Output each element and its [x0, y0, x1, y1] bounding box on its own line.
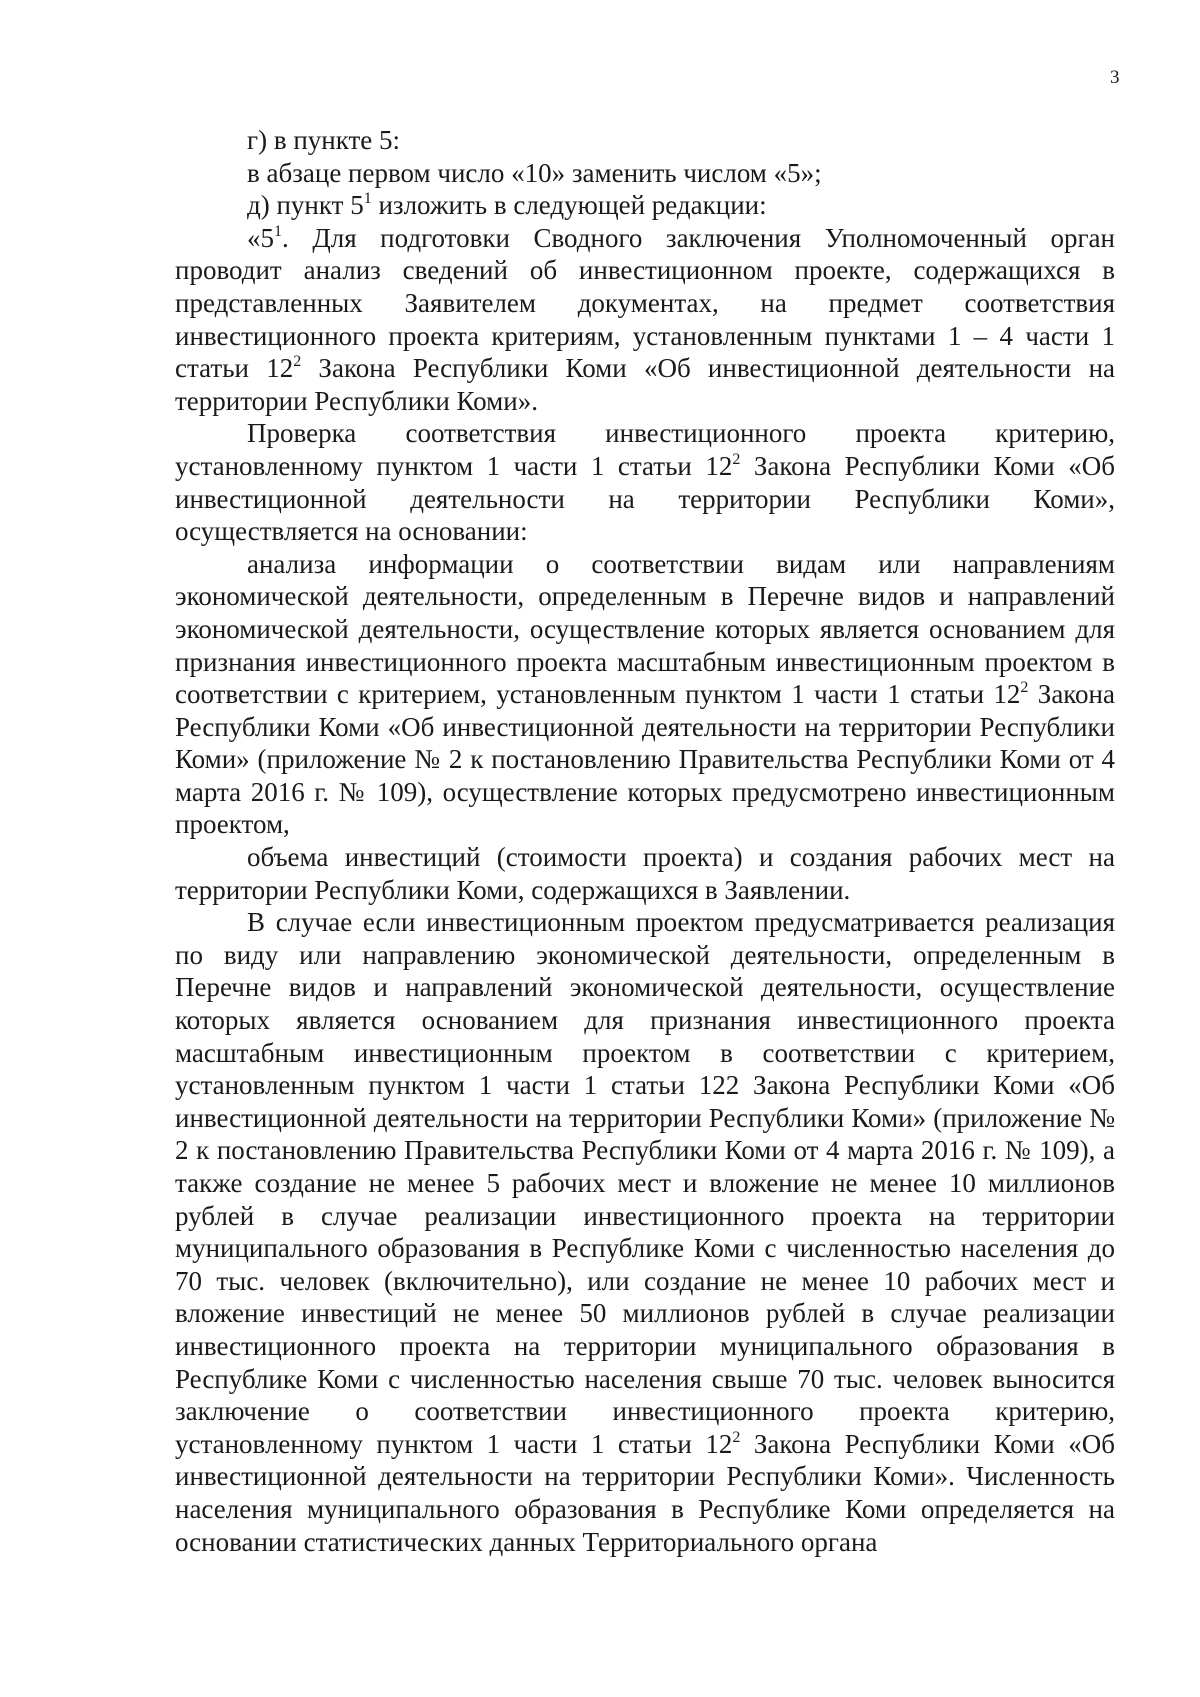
text-segment: г) в пункте 5:	[247, 125, 401, 155]
superscript: 1	[274, 222, 282, 240]
page-number: 3	[1110, 67, 1120, 88]
paragraph-in-case	[175, 906, 1115, 1558]
superscript: 2	[293, 353, 302, 371]
document-body	[175, 124, 1115, 1558]
text-segment: д) пункт 5	[247, 190, 364, 221]
text-segment: в абзаце первом число «10» заменить числом «5»;	[247, 157, 822, 188]
text-segment: анализа информации о соответствии видам или направлениям экономической деятельности, определенным в Перечне видов и направлений экономической деятельности, осуществление которых является основанием для признания инвестиционного проекта масштабным инвестиционным проектом в соответствии с критерием, установленным пунктом 1 части 1 статьи 12	[175, 548, 1115, 710]
superscript: 2	[732, 450, 741, 468]
text-segment: В случае если инвестиционным проектом предусматривается реализация по виду или направлению экономической деятельности, определенным в Перечне видов и направлений экономической деятельности, осуществление которых является основанием для признания инвестиционного проекта масштабным инвестиционным проектом в соответствии с критерием, установленным пунктом 1 части 1 статьи 122 Закона Республики Коми «Об инвестиционной деятельности на территории Республики Коми» (приложение № 2 к постановлению Правительства Республики Коми от 4 марта 2016 г. № 109), а также создание не менее 5 рабочих мест и вложение не менее 10 миллионов рублей в случае реализации инвестиционного проекта на территории муниципального образования в Республике Коми с численностью населения до 70 тыс. человек (включительно), или создание не менее 10 рабочих мест и вложение инвестиций не менее 50 миллионов рублей в случае реализации инвестиционного проекта на территории муниципального образования в Республике Коми с численностью населения свыше 70 тыс. человек выносится заключение о соответствии инвестиционного проекта критерию, установленному пунктом 1 части 1 статьи 12	[175, 907, 1115, 1459]
paragraph-item-d	[175, 189, 1115, 222]
paragraph-item-g	[175, 124, 1115, 157]
paragraph-analysis	[175, 548, 1115, 841]
superscript: 2	[732, 1428, 741, 1446]
text-segment: Проверка соответствия инвестиционного проекта критерию, установленному пунктом 1 части 1 статьи 12	[175, 418, 1115, 481]
paragraph-investment-volume	[175, 841, 1115, 906]
text-segment: объема инвестиций (стоимости проекта) и создания рабочих мест на территории Республики Коми, содержащихся в Заявлении.	[175, 842, 1115, 905]
superscript: 2	[1020, 679, 1029, 697]
text-segment: Закона Республики Коми «Об инвестиционной деятельности на территории Республики Коми». Численность населения муниципального образования в Республике Коми определяется на основании статистических данных Территориального органа	[175, 1428, 1116, 1557]
text-segment: Закона Республики Коми «Об инвестиционной деятельности на территории Республики Коми».	[175, 353, 1115, 416]
text-segment: . Для подготовки Сводного заключения Уполномоченный орган проводит анализ сведений об инвестиционном проекте, содержащихся в представленных Заявителем документах, на предмет соответствия инвестиционного проекта критериям, установленным пунктами 1 – 4 части 1 статьи 12	[175, 222, 1115, 384]
superscript: 1	[363, 190, 372, 208]
paragraph-verification	[175, 417, 1115, 547]
text-segment: Закона Республики Коми «Об инвестиционной деятельности на территории Республики Коми», осуществляется на основании:	[175, 450, 1116, 547]
text-segment: Закона Республики Коми «Об инвестиционной деятельности на территории Республики Коми» (приложение № 2 к постановлению Правительства Республики Коми от 4 марта 2016 г. № 109), осуществление которых предусмотрено инвестиционным проектом,	[175, 679, 1115, 840]
paragraph-first-abzac	[175, 157, 1115, 190]
text-segment: изложить в следующей редакции:	[371, 190, 767, 221]
text-segment: «5	[247, 222, 274, 253]
paragraph-point-5-1	[175, 222, 1115, 418]
